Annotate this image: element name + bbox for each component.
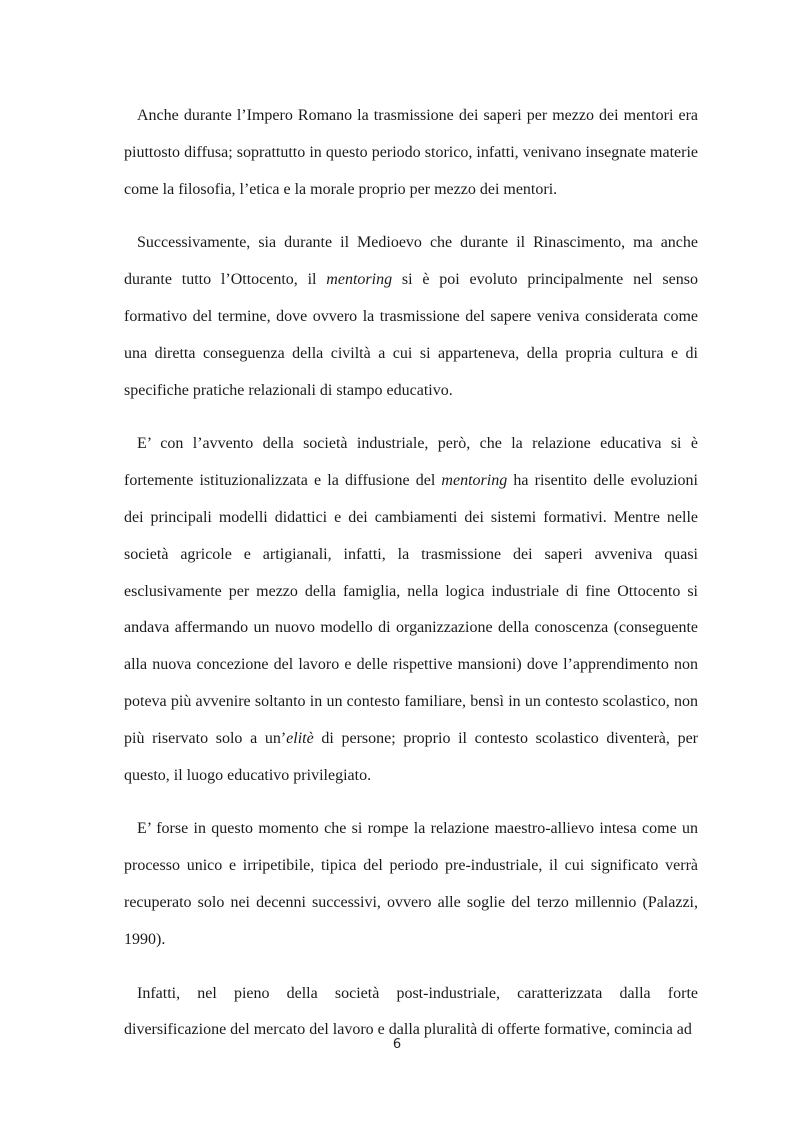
paragraph-2-italic-term: mentoring	[326, 271, 393, 289]
paragraph-5-text: Infatti, nel pieno della società post-industriale, caratterizzata dalla forte diversificazione del mercato del lavoro e dalla pluralità di offerte formative, comincia ad	[124, 984, 698, 1039]
paragraph-3-text-c: di persone; proprio il contesto scolastico diventerà, per questo, il luogo educativo privilegiato.	[124, 729, 698, 784]
paragraph-2-text-a: Successivamente, sia durante il Medioevo che durante il Rinascimento, ma anche durante tutto l’Ottocento, il	[124, 234, 698, 289]
paragraph-3-text-b: ha risentito delle evoluzioni dei principali modelli didattici e dei cambiamenti dei sistemi formativi. Mentre nelle società agricole e artigianali, infatti, la trasmissione dei saperi avveniva quasi esclusivamente per mezzo della famiglia, nella logica industriale di fine Ottocento si andava affermando un nuovo modello di organizzazione della conoscenza (conseguente alla nuova concezione del lavoro e delle rispettive mansioni) dove l’apprendimento non poteva più avvenire soltanto in un contesto familiare, bensì in un contesto scolastico, non più riservato solo a un’	[124, 472, 698, 747]
paragraph-3-italic-elite: elitè	[286, 729, 314, 747]
page-number: 6	[392, 1037, 402, 1052]
paragraph-3-text-a: E’ con l’avvento della società industriale, però, che la relazione educativa si è fortemente istituzionalizzata e la diffusione del	[124, 435, 698, 490]
paragraph-2	[124, 225, 698, 409]
paragraph-2-text-b: si è poi evoluto principalmente nel senso formativo del termine, dove ovvero la trasmissione del sapere veniva considerata come una diretta conseguenza della civiltà a cui si apparteneva, della propria cultura e di specifiche pratiche relazionali di stampo educativo.	[124, 271, 698, 399]
paragraph-4	[124, 811, 698, 958]
paragraph-4-text: E’ forse in questo momento che si rompe la relazione maestro-allievo intesa come un processo unico e irripetibile, tipica del periodo pre-industriale, il cui significato verrà recuperato solo nei decenni successivi, ovvero alle soglie del terzo millennio (Palazzi, 1990).	[124, 820, 698, 948]
paragraph-1-text: Anche durante l’Impero Romano la trasmissione dei saperi per mezzo dei mentori era piuttosto diffusa; soprattutto in questo periodo storico, infatti, venivano insegnate materie come la filosofia, l’etica e la morale proprio per mezzo dei mentori.	[124, 107, 698, 198]
paragraph-3	[124, 426, 698, 794]
paragraph-3-italic-term: mentoring	[441, 472, 508, 490]
paragraph-1	[124, 98, 698, 208]
body-text	[124, 98, 698, 1066]
